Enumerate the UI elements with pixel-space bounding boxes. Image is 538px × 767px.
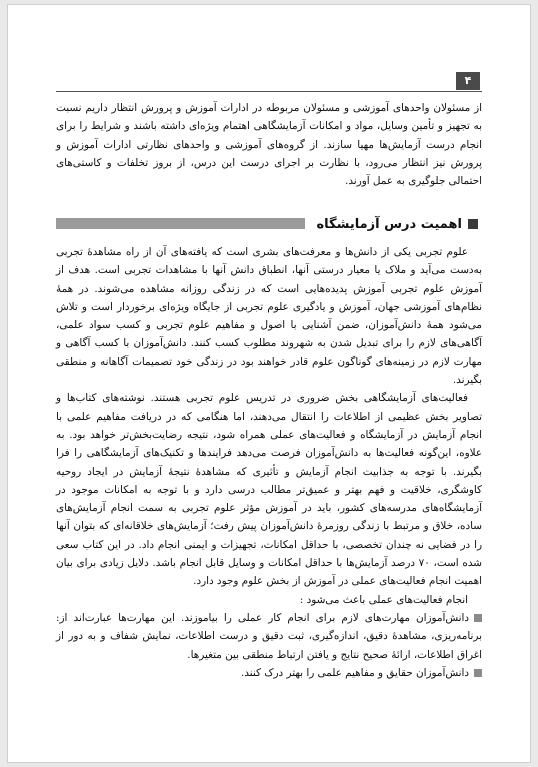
page-number-badge: ۴ — [456, 72, 480, 90]
body-paragraph-1: علوم تجربی یکی از دانش‌ها و معرفت‌های بشری است که یافته‌های آن از راه مشاهدۀ تجربی به‌دست می‌آید و ملاک یا معیار درستی آنها، انطباق دانش آنها با مشاهدات تجربی است. هدف از آموزش علوم تجربی آموزش پدیده‌هایی است که در زندگی روزانه مشاهده می‌شوند. در همۀ نظام‌های آموزشی جهان، آموزش و یادگیری علوم تجربی از جایگاه ویژه‌ای برخوردار است و تلاش می‌شود همۀ دانش‌آموزان، ضمن آشنایی با اصول و مفاهیم علوم تجربی و کسب سواد علمی، آگاهی‌های لازم را برای تبدیل شدن به شهروند مطلوب کسب کنند. دانش‌آموزان با کسب آگاهی و مهارت لازم در زمینه‌های گوناگون علوم قادر خواهند بود در زندگی خود تصمیمات آگاهانه و منطقی بگیرند. — [56, 246, 482, 387]
document-page — [7, 4, 531, 763]
intro-paragraph: از مسئولان واحدهای آموزشی و مسئولان مربوطه در ادارات آموزش و پرورش انتظار داریم نسبت به تجهیز و تأمین وسایل، مواد و امکانات آزمایشگاهی اهتمام ویژه‌ای داشته باشند و شرایط را برای انجام درست آزمایش‌ها مهیا سازند. از گروه‌های آموزشی و واحدهای نظارتی ادارات آموزش و پرورش نیز انتظار می‌رود، با نظارت بر اجرای درست این درس، از بروز تخلفات و کاستی‌های احتمالی جلوگیری به عمل آورند. — [56, 102, 482, 188]
header-rule — [56, 91, 482, 92]
section-heading — [56, 213, 482, 235]
list-item-text: دانش‌آموزان حقایق و مفاهیم علمی را بهتر درک کنند. — [240, 666, 469, 679]
section-title: اهمیت درس آزمایشگاه — [316, 216, 462, 232]
list-item — [56, 664, 482, 682]
list-intro: انجام فعالیت‌های عملی باعث می‌شود : — [299, 593, 468, 606]
square-bullet-icon — [474, 669, 482, 677]
list-item-text: دانش‌آموزان مهارت‌های لازم برای انجام کار عملی را بیاموزند. این مهارت‌ها عبارت‌اند از: برنامه‌ریزی، مشاهدۀ دقیق، اندازه‌گیری، ثبت دقیق و درست اطلاعات، نمایش شفاف و به دور از اغراق اطلاعات، ارائۀ صحیح نتایج و یافتن ارتباط منطقی بین متغیرها. — [56, 611, 482, 661]
intro-block — [56, 99, 482, 190]
body-block — [56, 243, 482, 682]
square-marker-icon — [468, 219, 478, 229]
heading-title-box — [305, 213, 483, 235]
body-paragraph-2: فعالیت‌های آزمایشگاهی بخش ضروری در تدریس علوم تجربی هستند. نوشته‌های کتاب‌ها و تصاویر بخش عظیمی از اطلاعات را انتقال می‌دهند، اما هنگامی که در دریافت مفاهیم علمی با انجام آزمایش در آزمایشگاه و فعالیت‌های عملی همراه شود، نتیجه رضایت‌بخش‌تر خواهد بود. به علاوه، این‌گونه فعالیت‌ها به دانش‌آموزان فرصت می‌دهد فرایندها و تکنیک‌های آزمایشگاهی را فرا بگیرند. با توجه به جذابیت انجام آزمایش و تأثیری که مشاهدۀ نتیجۀ آزمایش در ایجاد روحیه کاوشگری، خلاقیت و فهم بهتر و عمیق‌تر مطالب درسی دارد و با توجه به امکانات موجود در آزمایشگاه‌های مدرسه‌های کشور، باید در آموزش مؤثر علوم تجربی به سمت انجام آزمایش‌های ساده، خلاق و مرتبط با زندگی روزمرۀ دانش‌آموزان پیش رفت؛ آزمایش‌های خلاقانه‌ای که بتوان آنها را در فضایی نه چندان تخصصی، با حداقل امکانات، تجهیزات و ایمنی انجام داد. در این کتاب سعی شده است، ۷۰ درصد آزمایش‌ها با حداقل امکانات و وسایل قابل انجام باشد. دلایل زیادی برای بیان اهمیت انجام فعالیت‌های عملی در آموزش از بخش علوم وجود دارد. — [56, 392, 482, 588]
list-item — [56, 609, 482, 664]
square-bullet-icon — [474, 614, 482, 622]
